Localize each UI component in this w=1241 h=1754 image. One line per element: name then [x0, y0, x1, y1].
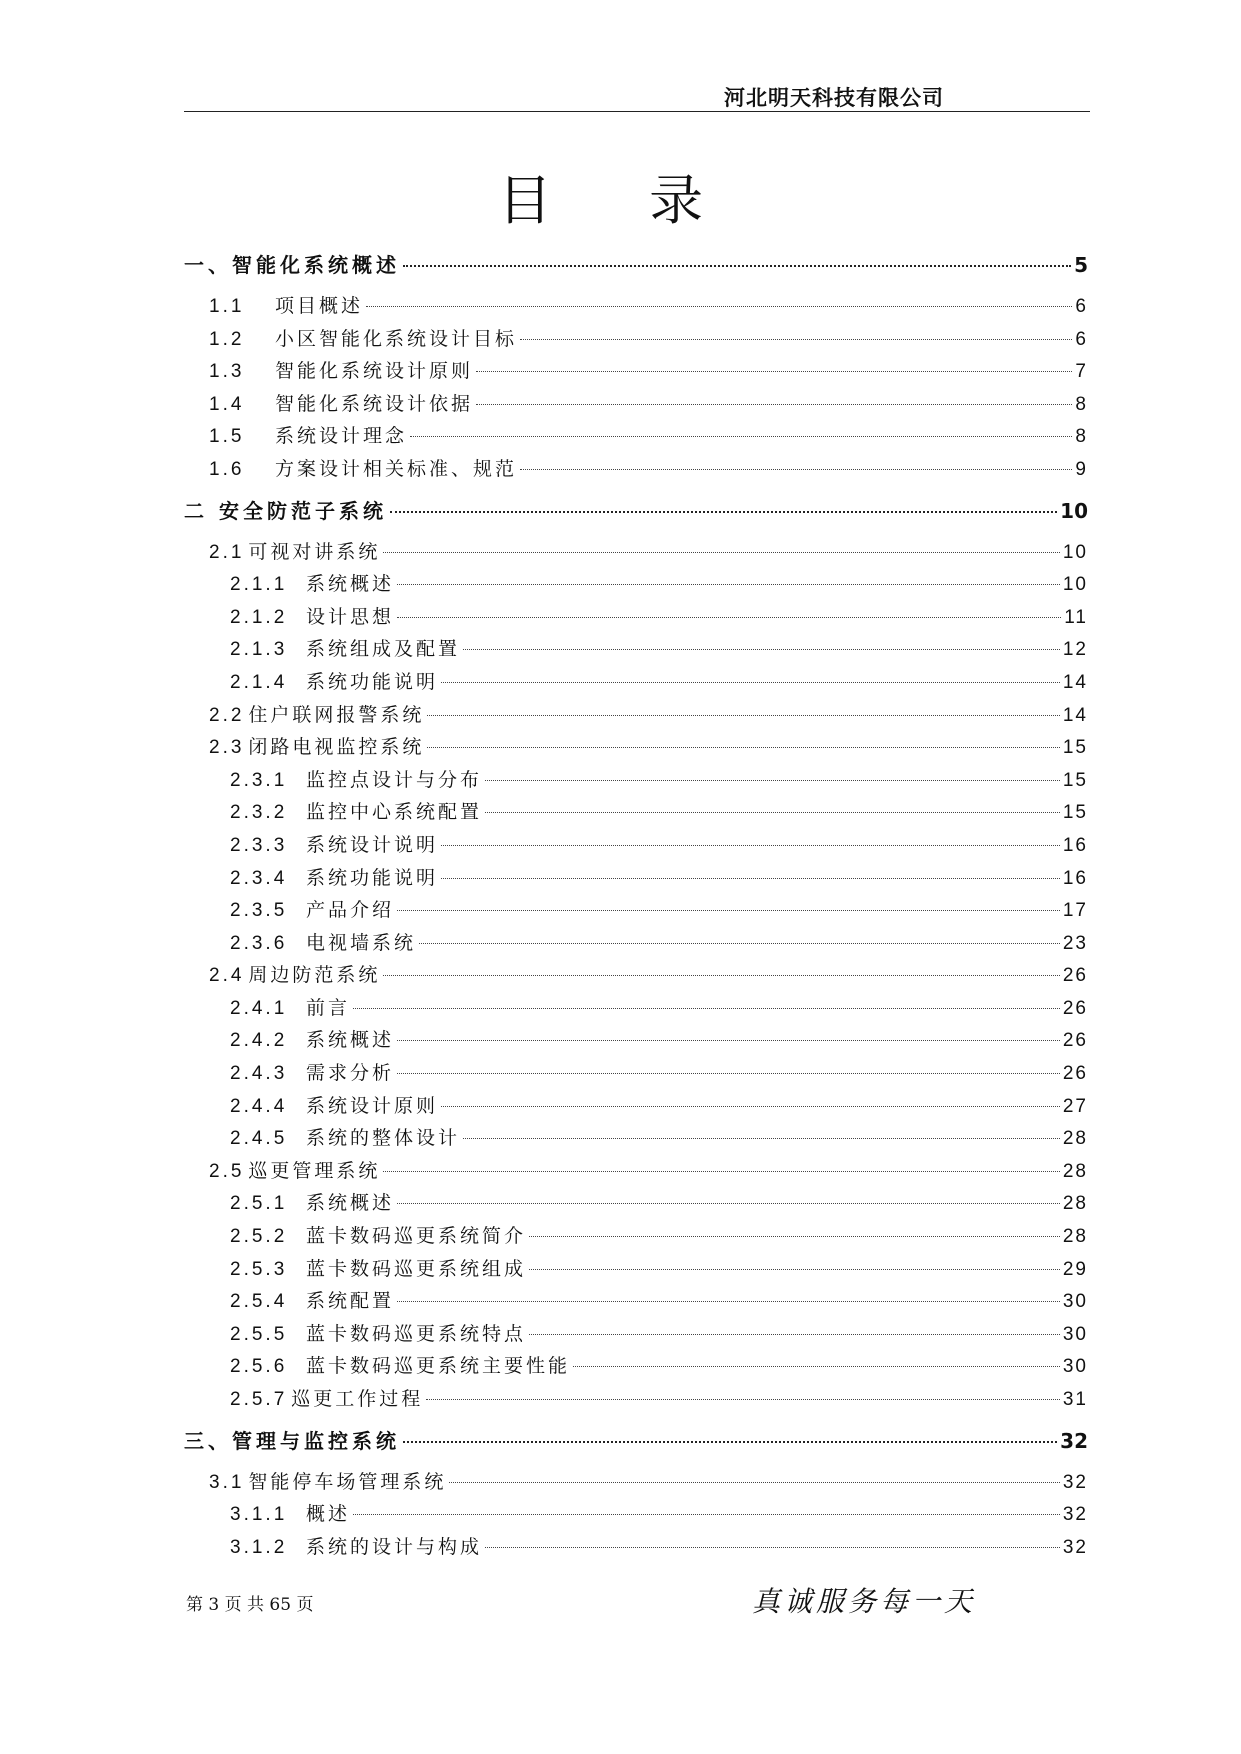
toc-entry-number: 2.1.3 [230, 639, 288, 661]
toc-entry-number: 1.1 [209, 296, 245, 317]
toc-entry-title: 系统设计理念 [275, 425, 408, 448]
toc-entry-number: 2.1 [209, 541, 245, 563]
toc-entry[interactable] [184, 1057, 1088, 1090]
toc-entry-title: 电视墙系统 [306, 931, 417, 954]
toc-dot-leader [529, 1334, 1060, 1335]
toc-entry-title: 产品介绍 [306, 899, 395, 922]
toc-dot-leader [476, 371, 1072, 372]
toc-dot-leader [463, 649, 1060, 650]
toc-entry[interactable] [184, 1422, 1088, 1460]
toc-entry-number: 2.2 [209, 704, 245, 726]
toc-entry-title: 智能停车场管理系统 [248, 1470, 447, 1493]
toc-entry[interactable] [184, 1024, 1088, 1057]
toc-entry-title: 需求分析 [306, 1062, 395, 1085]
toc-entry[interactable] [184, 1350, 1088, 1383]
footer-page-info: 第 3 页 共 65 页 [186, 1595, 314, 1615]
toc-entry-number: 2.3.2 [230, 802, 288, 824]
toc-entry[interactable] [184, 764, 1088, 797]
toc-entry-number: 2.3 [209, 737, 245, 759]
toc-entry-page-number: 8 [1075, 393, 1088, 415]
toc-entry-number: 2.3.1 [230, 769, 288, 791]
toc-entry-page-number: 15 [1062, 802, 1088, 824]
toc-dot-leader [397, 1301, 1060, 1302]
toc-entry-page-number: 15 [1062, 737, 1088, 759]
toc-entry-number: 2.1.2 [230, 606, 288, 628]
toc-entry-page-number: 26 [1062, 1030, 1088, 1052]
toc-entry-number: 2.3.4 [230, 867, 288, 889]
toc-entry[interactable] [184, 290, 1088, 323]
toc-entry-number: 2.5.2 [230, 1226, 288, 1248]
toc-entry-page-number: 5 [1074, 253, 1088, 277]
toc-entry-title: 智能化系统设计依据 [275, 392, 474, 415]
toc-entry-number: 1.4 [209, 393, 245, 415]
toc-entry[interactable] [184, 862, 1088, 895]
toc-entry-title: 系统概述 [306, 1192, 395, 1215]
toc-dot-leader [441, 845, 1060, 846]
toc-dot-leader [520, 339, 1072, 340]
toc-entry-title: 智能化系统设计原则 [275, 360, 474, 383]
toc-entry[interactable] [184, 355, 1088, 388]
toc-entry-page-number: 30 [1062, 1323, 1088, 1345]
toc-entry[interactable] [184, 1531, 1088, 1564]
toc-dot-leader [397, 1203, 1060, 1204]
toc-entry-page-number: 10 [1062, 541, 1088, 563]
toc-entry-title: 闭路电视监控系统 [248, 736, 425, 759]
toc-entry-number: 2.5.5 [230, 1323, 288, 1345]
toc-entry[interactable] [184, 1318, 1088, 1351]
toc-entry-page-number: 14 [1062, 671, 1088, 693]
toc-dot-leader [426, 1399, 1060, 1400]
toc-dot-leader [441, 1106, 1060, 1107]
toc-entry-number: 2.1.4 [230, 671, 288, 693]
toc-entry[interactable] [184, 666, 1088, 699]
toc-entry-number: 2.3.6 [230, 932, 288, 954]
toc-entry-page-number: 28 [1062, 1128, 1088, 1150]
toc-entry-number: 1.3 [209, 361, 245, 383]
toc-entry[interactable] [184, 1090, 1088, 1123]
toc-entry[interactable] [184, 1122, 1088, 1155]
toc-dot-leader [390, 511, 1057, 513]
toc-entry-page-number: 16 [1062, 867, 1088, 889]
toc-entry[interactable] [184, 1155, 1088, 1188]
toc-dot-leader [520, 469, 1072, 470]
toc-entry-page-number: 29 [1062, 1258, 1088, 1280]
toc-entry-page-number: 12 [1062, 639, 1088, 661]
toc-dot-leader [441, 682, 1060, 683]
toc-dot-leader [353, 1008, 1060, 1009]
header-company-name: 河北明天科技有限公司 [724, 86, 944, 110]
toc-entry-title: 系统组成及配置 [306, 638, 461, 661]
toc-entry-page-number: 10 [1062, 574, 1088, 596]
toc-dot-leader [529, 1236, 1060, 1237]
toc-entry[interactable] [184, 601, 1088, 634]
toc-dot-leader [476, 404, 1072, 405]
toc-entry[interactable] [184, 699, 1088, 732]
toc-entry-title: 蓝卡数码巡更系统特点 [306, 1322, 527, 1345]
toc-entry[interactable] [184, 1383, 1088, 1416]
toc-entry[interactable] [184, 492, 1088, 530]
toc-entry-page-number: 28 [1062, 1226, 1088, 1248]
toc-entry-number: 2.5.1 [230, 1193, 288, 1215]
toc-entry-page-number: 32 [1062, 1504, 1088, 1526]
toc-entry[interactable] [184, 927, 1088, 960]
toc-entry-number: 2.4.4 [230, 1095, 288, 1117]
toc-entry[interactable] [184, 536, 1088, 569]
toc-dot-leader [449, 1482, 1059, 1483]
toc-entry[interactable] [184, 796, 1088, 829]
toc-entry-number: 1.6 [209, 458, 245, 480]
toc-entry[interactable] [184, 1498, 1088, 1531]
toc-entry-title: 设计思想 [306, 605, 395, 628]
toc-entry-page-number: 30 [1062, 1291, 1088, 1313]
toc-dot-leader [529, 1269, 1060, 1270]
toc-entry-number: 2.3.5 [230, 900, 288, 922]
toc-entry-page-number: 32 [1062, 1536, 1088, 1558]
toc-entry-page-number: 26 [1062, 1063, 1088, 1085]
toc-entry-title: 可视对讲系统 [248, 540, 381, 563]
toc-dot-leader [427, 747, 1059, 748]
toc-entry-number: 2.5.3 [230, 1258, 288, 1280]
toc-dot-leader [397, 1073, 1060, 1074]
toc-entry-number: 2.5.4 [230, 1291, 288, 1313]
toc-dot-leader [403, 265, 1071, 267]
toc-entry-number: 2.5.7 [230, 1389, 288, 1410]
toc-dot-leader [397, 910, 1060, 911]
toc-entry-number: 2.1.1 [230, 574, 288, 596]
toc-dot-leader [441, 878, 1060, 879]
toc-entry-title: 周边防范系统 [248, 964, 381, 987]
toc-dot-leader [573, 1366, 1060, 1367]
toc-dot-leader [397, 584, 1060, 585]
toc-dot-leader [397, 1040, 1060, 1041]
toc-dot-leader [485, 1547, 1060, 1548]
toc-entry[interactable] [184, 959, 1088, 992]
toc-entry-page-number: 32 [1062, 1471, 1088, 1493]
toc-entry-page-number: 10 [1060, 498, 1088, 523]
toc-entry[interactable] [184, 1187, 1088, 1220]
toc-dot-leader [383, 1171, 1059, 1172]
toc-entry-title: 系统设计说明 [306, 833, 439, 856]
toc-entry[interactable] [184, 992, 1088, 1025]
toc-dot-leader [410, 436, 1072, 437]
toc-entry[interactable] [184, 420, 1088, 453]
toc-entry-page-number: 11 [1064, 606, 1088, 628]
toc-entry-title: 蓝卡数码巡更系统主要性能 [306, 1355, 571, 1378]
toc-entry[interactable] [184, 731, 1088, 764]
toc-entry-title: 住户联网报警系统 [248, 703, 425, 726]
toc-entry-title: 系统设计原则 [306, 1094, 439, 1117]
toc-entry-page-number: 30 [1062, 1356, 1088, 1378]
toc-entry-number: 2.3.3 [230, 834, 288, 856]
toc-dot-leader [463, 1138, 1060, 1139]
toc-entry-page-number: 7 [1075, 361, 1088, 383]
toc-entry-number: 1.5 [209, 426, 245, 448]
toc-entry-page-number: 27 [1062, 1095, 1088, 1117]
toc-entry-number: 3.1.1 [230, 1504, 288, 1526]
toc-entry-page-number: 26 [1062, 997, 1088, 1019]
toc-entry-page-number: 32 [1060, 1428, 1088, 1453]
toc-dot-leader [427, 715, 1059, 716]
toc-dot-leader [485, 780, 1060, 781]
toc-entry-page-number: 8 [1075, 426, 1088, 448]
toc-title: 目 录 [497, 169, 744, 232]
toc-entry[interactable] [184, 388, 1088, 421]
toc-dot-leader [397, 617, 1061, 618]
toc-entry-title: 监控点设计与分布 [306, 768, 483, 791]
toc-entry-page-number: 15 [1062, 769, 1088, 791]
toc-dot-leader [353, 1514, 1060, 1515]
toc-entry-number: 2.4.5 [230, 1128, 288, 1150]
toc-entry-title: 巡更管理系统 [248, 1159, 381, 1182]
toc-entry[interactable] [184, 323, 1088, 356]
toc-entry-title: 三、管理与监控系统 [184, 1428, 400, 1453]
toc-entry-page-number: 6 [1075, 296, 1088, 317]
toc-dot-leader [419, 943, 1060, 944]
toc-entry-page-number: 14 [1062, 704, 1088, 726]
toc-entry[interactable] [184, 1253, 1088, 1286]
toc-entry-page-number: 26 [1062, 965, 1088, 987]
toc-entry[interactable] [184, 633, 1088, 666]
toc-entry-page-number: 17 [1062, 900, 1088, 922]
toc-entry-title: 系统的整体设计 [306, 1127, 461, 1150]
toc-entry[interactable] [184, 246, 1088, 284]
toc-entry[interactable] [184, 1285, 1088, 1318]
toc-entry-number: 2.5 [209, 1160, 245, 1182]
toc-entry-page-number: 31 [1062, 1389, 1088, 1410]
toc-entry-page-number: 28 [1062, 1160, 1088, 1182]
toc-entry-title: 概述 [306, 1503, 351, 1526]
toc-entry-title: 系统概述 [306, 1029, 395, 1052]
toc-entry[interactable] [184, 1466, 1088, 1499]
toc-entry-title: 一、智能化系统概述 [184, 253, 400, 277]
toc-entry-number: 2.4.2 [230, 1030, 288, 1052]
toc-entry-page-number: 16 [1062, 834, 1088, 856]
toc-entry-number: 1.2 [209, 328, 245, 350]
toc-entry[interactable] [184, 568, 1088, 601]
toc-entry-title: 系统功能说明 [306, 866, 439, 889]
toc-entry[interactable] [184, 829, 1088, 862]
toc-entry-title: 蓝卡数码巡更系统简介 [306, 1225, 527, 1248]
toc-entry-title: 蓝卡数码巡更系统组成 [306, 1257, 527, 1280]
toc-entry-title: 监控中心系统配置 [306, 801, 483, 824]
toc-entry-page-number: 28 [1062, 1193, 1088, 1215]
toc-entry-number: 2.4.1 [230, 997, 288, 1019]
toc-entry-title: 二 安全防范子系统 [184, 498, 387, 523]
header-rule [184, 111, 1090, 112]
toc-entry-number: 2.4.3 [230, 1063, 288, 1085]
footer-slogan: 真诚服务每一天 [752, 1585, 977, 1618]
toc-entry-title: 系统概述 [306, 573, 395, 596]
toc-entry-number: 3.1 [209, 1471, 245, 1493]
toc-entry-number: 3.1.2 [230, 1536, 288, 1558]
toc-entry-title: 系统配置 [306, 1290, 395, 1313]
toc-entry-title: 项目概述 [275, 295, 364, 317]
toc-entry[interactable] [184, 453, 1088, 486]
toc-entry[interactable] [184, 894, 1088, 927]
toc-entry-number: 2.4 [209, 965, 245, 987]
table-of-contents [184, 240, 1088, 1563]
toc-dot-leader [403, 1441, 1057, 1443]
toc-entry-page-number: 6 [1075, 328, 1088, 350]
toc-entry-title: 系统的设计与构成 [306, 1535, 483, 1558]
toc-entry-number: 2.5.6 [230, 1356, 288, 1378]
toc-entry-page-number: 23 [1062, 932, 1088, 954]
toc-entry-title: 系统功能说明 [306, 670, 439, 693]
toc-dot-leader [485, 812, 1060, 813]
toc-entry-title: 方案设计相关标准、规范 [275, 457, 518, 480]
toc-entry-title: 前言 [306, 996, 351, 1019]
toc-entry[interactable] [184, 1220, 1088, 1253]
toc-entry-title: 巡更工作过程 [291, 1388, 424, 1410]
toc-dot-leader [383, 552, 1059, 553]
toc-dot-leader [383, 975, 1059, 976]
toc-entry-title: 小区智能化系统设计目标 [275, 327, 518, 350]
toc-dot-leader [366, 306, 1072, 307]
toc-entry-page-number: 9 [1075, 458, 1088, 480]
